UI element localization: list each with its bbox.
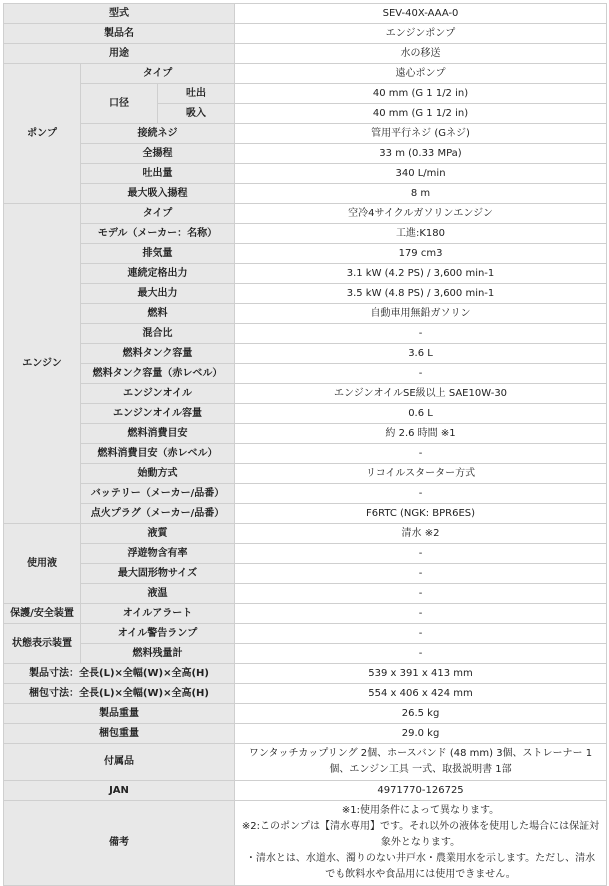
dims-value: 539 x 391 x 413 mm	[235, 664, 607, 684]
bore-suction-value: 40 mm (G 1 1/2 in)	[235, 104, 607, 124]
row-consumption	[4, 424, 607, 444]
consumption-red-label: 燃料消費目安（赤レベル）	[81, 444, 235, 464]
notes-label: 備考	[4, 801, 235, 886]
note-1: ※1:使用条件によって異なります。	[341, 805, 500, 816]
row-rated-output	[4, 264, 607, 284]
max-output-label: 最大出力	[81, 284, 235, 304]
row-liquid-temp	[4, 584, 607, 604]
row-notes	[4, 801, 607, 886]
row-pack-dims	[4, 684, 607, 704]
thread-label: 接続ネジ	[81, 124, 235, 144]
row-mix-ratio	[4, 324, 607, 344]
row-jan	[4, 781, 607, 801]
accessories-value: ワンタッチカップリング 2個、ホースバンド (48 mm) 3個、ストレーナー 1個、エンジン工具 一式、取扱説明書 1部	[235, 744, 607, 781]
solids-label: 浮遊物含有率	[81, 544, 235, 564]
oil-value: エンジンオイルSE級以上 SAE10W-30	[235, 384, 607, 404]
tank-value: 3.6 L	[235, 344, 607, 364]
row-max-solid	[4, 564, 607, 584]
row-total-head	[4, 144, 607, 164]
oil-alert-label: オイルアラート	[81, 604, 235, 624]
start-label: 始動方式	[81, 464, 235, 484]
row-engine-model	[4, 224, 607, 244]
spec-table	[3, 3, 607, 886]
row-start	[4, 464, 607, 484]
bore-discharge-value: 40 mm (G 1 1/2 in)	[235, 84, 607, 104]
engine-type-value: 空冷4サイクルガソリンエンジン	[235, 204, 607, 224]
mix-ratio-value: -	[235, 324, 607, 344]
rated-output-value: 3.1 kW (4.2 PS) / 3,600 min-1	[235, 264, 607, 284]
pack-weight-label: 梱包重量	[4, 724, 235, 744]
liquid-temp-label: 液温	[81, 584, 235, 604]
dims-label: 製品寸法：全長(L)×全幅(W)×全高(H)	[4, 664, 235, 684]
row-oil-alert	[4, 604, 607, 624]
row-oil	[4, 384, 607, 404]
plug-label: 点火プラグ（メーカー/品番）	[81, 504, 235, 524]
tank-red-label: 燃料タンク容量（赤レベル）	[81, 364, 235, 384]
bore-discharge-label: 吐出	[158, 84, 235, 104]
pump-group-label: ポンプ	[4, 64, 81, 204]
bore-suction-label: 吸入	[158, 104, 235, 124]
oil-alert-value: -	[235, 604, 607, 624]
row-liquid-quality	[4, 524, 607, 544]
max-solid-label: 最大固形物サイズ	[81, 564, 235, 584]
row-tank-red	[4, 364, 607, 384]
pack-dims-value: 554 x 406 x 424 mm	[235, 684, 607, 704]
weight-label: 製品重量	[4, 704, 235, 724]
battery-value: -	[235, 484, 607, 504]
fuel-gauge-value: -	[235, 644, 607, 664]
liquid-group-label: 使用液	[4, 524, 81, 604]
engine-model-value: 工進:K180	[235, 224, 607, 244]
row-product-name	[4, 24, 607, 44]
oil-label: エンジンオイル	[81, 384, 235, 404]
oil-lamp-value: -	[235, 624, 607, 644]
consumption-label: 燃料消費目安	[81, 424, 235, 444]
plug-value: F6RTC (NGK: BPR6ES)	[235, 504, 607, 524]
fuel-label: 燃料	[81, 304, 235, 324]
tank-red-value: -	[235, 364, 607, 384]
total-head-label: 全揚程	[81, 144, 235, 164]
discharge-volume-label: 吐出量	[81, 164, 235, 184]
row-model	[4, 4, 607, 24]
thread-value: 管用平行ネジ (Gネジ)	[235, 124, 607, 144]
max-solid-value: -	[235, 564, 607, 584]
fuel-gauge-label: 燃料残量計	[81, 644, 235, 664]
jan-label: JAN	[4, 781, 235, 801]
displacement-value: 179 cm3	[235, 244, 607, 264]
mix-ratio-label: 混合比	[81, 324, 235, 344]
row-dims	[4, 664, 607, 684]
liquid-temp-value: -	[235, 584, 607, 604]
model-label: 型式	[4, 4, 235, 24]
note-2: ※2:このポンプは【清水専用】です。それ以外の液体を使用した場合には保証対象外となります。	[241, 821, 600, 848]
discharge-volume-value: 340 L/min	[235, 164, 607, 184]
product-name-label: 製品名	[4, 24, 235, 44]
battery-label: バッテリー（メーカー/品番）	[81, 484, 235, 504]
purpose-label: 用途	[4, 44, 235, 64]
oil-capacity-label: エンジンオイル容量	[81, 404, 235, 424]
purpose-value: 水の移送	[235, 44, 607, 64]
tank-label: 燃料タンク容量	[81, 344, 235, 364]
liquid-quality-value: 清水 ※2	[235, 524, 607, 544]
row-consumption-red	[4, 444, 607, 464]
consumption-value: 約 2.6 時間 ※1	[235, 424, 607, 444]
row-engine-type	[4, 204, 607, 224]
displacement-label: 排気量	[81, 244, 235, 264]
row-purpose	[4, 44, 607, 64]
engine-model-label: モデル（メーカー：名称）	[81, 224, 235, 244]
row-plug	[4, 504, 607, 524]
consumption-red-value: -	[235, 444, 607, 464]
row-displacement	[4, 244, 607, 264]
max-output-value: 3.5 kW (4.8 PS) / 3,600 min-1	[235, 284, 607, 304]
total-head-value: 33 m (0.33 MPa)	[235, 144, 607, 164]
engine-group-label: エンジン	[4, 204, 81, 524]
product-name-value: エンジンポンプ	[235, 24, 607, 44]
row-max-output	[4, 284, 607, 304]
row-pack-weight	[4, 724, 607, 744]
pump-type-value: 遠心ポンプ	[235, 64, 607, 84]
row-thread	[4, 124, 607, 144]
model-value: SEV-40X-AAA-0	[235, 4, 607, 24]
fuel-value: 自動車用無鉛ガソリン	[235, 304, 607, 324]
row-oil-lamp	[4, 624, 607, 644]
row-fuel-gauge	[4, 644, 607, 664]
note-3: ・清水とは、水道水、濁りのない井戸水・農業用水を示します。ただし、清水でも飲料水や食品用には使用できません。	[245, 853, 596, 880]
status-group-label: 状態表示装置	[4, 624, 81, 664]
weight-value: 26.5 kg	[235, 704, 607, 724]
jan-value: 4971770-126725	[235, 781, 607, 801]
pack-weight-value: 29.0 kg	[235, 724, 607, 744]
notes-value	[235, 801, 607, 886]
row-battery	[4, 484, 607, 504]
row-bore-discharge	[4, 84, 607, 104]
oil-capacity-value: 0.6 L	[235, 404, 607, 424]
pump-type-label: タイプ	[81, 64, 235, 84]
pack-dims-label: 梱包寸法：全長(L)×全幅(W)×全高(H)	[4, 684, 235, 704]
liquid-quality-label: 液質	[81, 524, 235, 544]
solids-value: -	[235, 544, 607, 564]
row-max-suction-head	[4, 184, 607, 204]
max-suction-head-value: 8 m	[235, 184, 607, 204]
accessories-label: 付属品	[4, 744, 235, 781]
engine-type-label: タイプ	[81, 204, 235, 224]
rated-output-label: 連続定格出力	[81, 264, 235, 284]
row-fuel	[4, 304, 607, 324]
bore-label: 口径	[81, 84, 158, 124]
row-solids	[4, 544, 607, 564]
oil-lamp-label: オイル警告ランプ	[81, 624, 235, 644]
row-accessories	[4, 744, 607, 781]
row-weight	[4, 704, 607, 724]
row-discharge-volume	[4, 164, 607, 184]
row-tank	[4, 344, 607, 364]
row-pump-type	[4, 64, 607, 84]
row-oil-capacity	[4, 404, 607, 424]
start-value: リコイルスターター方式	[235, 464, 607, 484]
protection-group-label: 保護/安全装置	[4, 604, 81, 624]
max-suction-head-label: 最大吸入揚程	[81, 184, 235, 204]
